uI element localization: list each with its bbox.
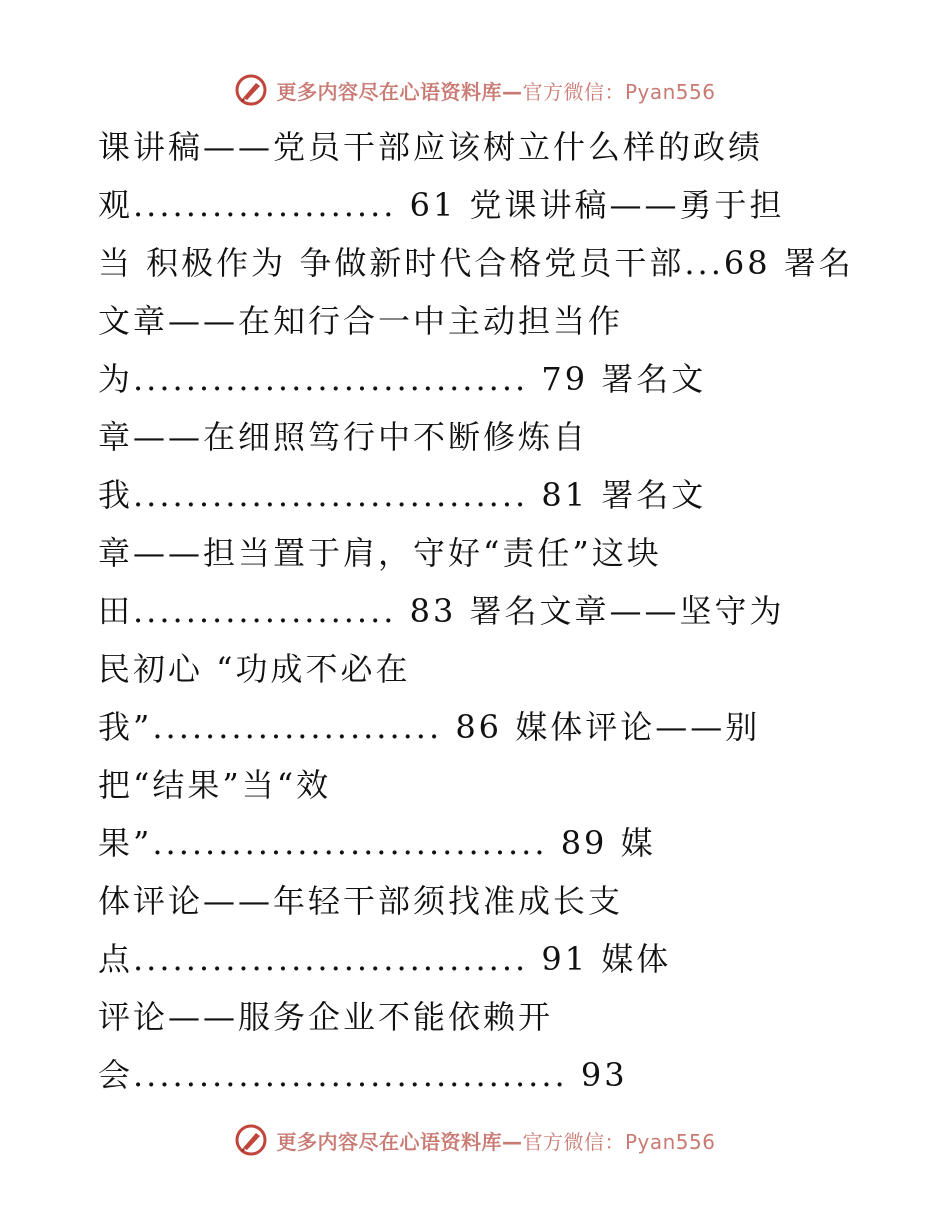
toc-line: 果”.............................. 89 媒 <box>98 824 656 862</box>
toc-line: 观.................... 61 党课讲稿——勇于担 <box>98 186 785 224</box>
toc-line: 会................................. 93 <box>98 1056 628 1094</box>
header-banner-wechat: 官方微信：Pyan556 <box>522 79 716 104</box>
footer-banner-text <box>276 1126 715 1155</box>
toc-line: 我.............................. 81 署名文 <box>98 476 707 514</box>
pen-logo-icon <box>234 1123 268 1157</box>
footer-banner <box>0 1120 950 1160</box>
toc-line: 把“结果”当“效 <box>98 766 332 804</box>
footer-banner-sep: — <box>501 1129 523 1154</box>
toc-line: 田.................... 83 署名文章——坚守为 <box>98 592 785 630</box>
header-banner-main: 更多内容尽在心语资料库 <box>276 79 502 104</box>
header-banner-sep: — <box>501 79 523 104</box>
toc-line: 体评论——年轻干部须找准成长支 <box>98 882 624 920</box>
toc-content <box>98 118 858 1104</box>
toc-line: 为.............................. 79 署名文 <box>98 360 707 398</box>
toc-line: 课讲稿——党员干部应该树立什么样的政绩 <box>98 128 764 166</box>
toc-line: 文章——在知行合一中主动担当作 <box>98 302 624 340</box>
pen-logo-icon <box>234 73 268 107</box>
header-banner-text <box>276 76 715 105</box>
footer-banner-main: 更多内容尽在心语资料库 <box>276 1129 502 1154</box>
toc-line: 民初心 “功成不必在 <box>98 650 411 688</box>
toc-line: 我”...................... 86 媒体评论——别 <box>98 708 761 746</box>
toc-line: 评论——服务企业不能依赖开 <box>98 998 554 1036</box>
toc-line: 当 积极作为 争做新时代合格党员干部...68 署名 <box>98 244 854 282</box>
toc-line: 章——担当置于肩，守好“责任”这块 <box>98 534 662 572</box>
footer-banner-wechat: 官方微信：Pyan556 <box>522 1129 716 1154</box>
toc-line: 点.............................. 91 媒体 <box>98 940 672 978</box>
header-banner <box>0 70 950 110</box>
toc-line: 章——在细照笃行中不断修炼自 <box>98 418 589 456</box>
